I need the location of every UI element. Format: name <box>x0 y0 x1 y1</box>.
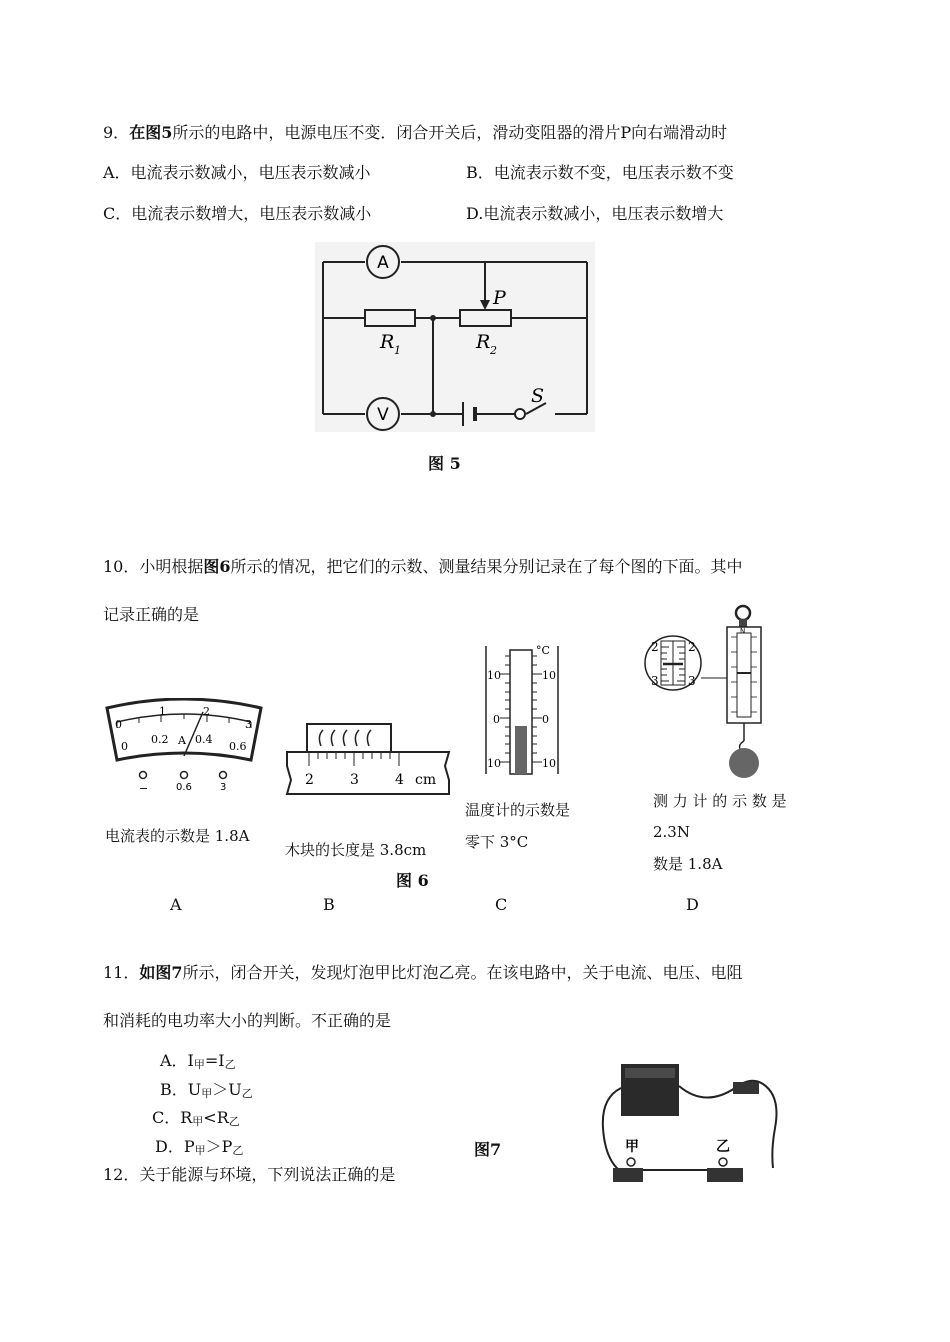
ammeter-bottom-06: 0.6 <box>229 740 247 753</box>
q10-number: 10． <box>103 557 140 576</box>
q10-stem <box>103 557 743 577</box>
ammeter-top-2: 2 <box>203 705 210 718</box>
q11-number: 11． <box>103 963 140 982</box>
ruler-tick-4: 4 <box>395 772 404 788</box>
bulb-label-yi: 乙 <box>716 1139 730 1155</box>
q11-d-sub1: 甲 <box>194 1144 206 1157</box>
q11-b-mid: ＞U <box>212 1080 242 1099</box>
q11-d-mid: ＞P <box>205 1137 233 1156</box>
ammeter-bottom-04: 0.4 <box>195 733 213 746</box>
bulb-yi-icon <box>719 1158 727 1166</box>
q10-option-a[interactable]: A <box>170 895 182 914</box>
q11-option-c[interactable] <box>152 1108 240 1132</box>
thermo-left-10-bottom: 10 <box>487 757 501 770</box>
q12-stem: 12．关于能源与环境，下列说法正确的是 <box>103 1165 396 1184</box>
q11-option-d[interactable] <box>155 1137 243 1161</box>
ammeter-unit: A <box>178 734 186 747</box>
q10-option-d[interactable]: D <box>686 895 699 914</box>
ruler-record: 木块的长度是 3.8cm <box>285 841 427 859</box>
bulb-jia-icon <box>627 1158 635 1166</box>
spring-scale-record-2: 2.3N <box>653 823 690 841</box>
q11-c-sub1: 甲 <box>192 1115 204 1128</box>
ammeter-label: A <box>377 253 389 273</box>
spring-scale-record-3: 数是 1.8A <box>653 855 723 873</box>
ammeter-terminal-06: 0.6 <box>176 782 192 793</box>
q9-number: 9． <box>103 123 130 142</box>
ruler-tick-2: 2 <box>305 772 314 788</box>
r1-label: R <box>380 331 395 353</box>
ammeter-top-1: 1 <box>159 705 166 718</box>
thermometer-figure <box>482 640 562 780</box>
q11-a-prefix: A．I <box>160 1051 194 1070</box>
ammeter-top-0: 0 <box>115 718 122 731</box>
slider-label: P <box>493 287 506 309</box>
ammeter-bottom-0: 0 <box>121 740 128 753</box>
q11-stem <box>103 963 743 983</box>
q11-option-a[interactable] <box>160 1051 236 1075</box>
figure-7-circuit <box>595 1058 785 1190</box>
thermo-right-10-bottom: 10 <box>542 757 556 770</box>
zoom-label-3-left: 3 <box>651 674 659 688</box>
q9-option-b[interactable]: B．电流表示数不变，电压表示数不变 <box>466 163 734 182</box>
thermo-right-10-top: 10 <box>542 669 556 682</box>
figure-7-caption: 图7 <box>474 1140 502 1159</box>
q10-figure-ref: 图6 <box>203 557 231 576</box>
ammeter-figure <box>103 698 265 798</box>
r1-sub: 1 <box>394 344 401 357</box>
hanging-weight <box>729 748 759 778</box>
spring-scale-figure <box>643 603 773 783</box>
ruler-unit: cm <box>415 772 437 788</box>
zoom-label-2-right: 2 <box>688 640 696 654</box>
q11-c-sub2: 乙 <box>228 1115 240 1128</box>
bulb-base-jia <box>613 1168 643 1182</box>
figure-6-caption: 图 6 <box>396 871 429 890</box>
thermo-left-10-top: 10 <box>487 669 501 682</box>
ammeter-terminal-3: 3 <box>220 782 227 793</box>
q11-a-mid: =I <box>204 1051 225 1070</box>
q10-stem-b: 所示的情况，把它们的示数、测量结果分别记录在了每个图的下面。其中 <box>230 557 743 576</box>
q11-figure-ref: 如图7 <box>139 963 183 982</box>
zoom-label-2-left: 2 <box>651 640 659 654</box>
zoom-label-3-right: 3 <box>688 674 696 688</box>
figure-5-caption: 图 5 <box>428 454 461 473</box>
r2-sub: 2 <box>490 344 497 357</box>
q11-b-prefix: B．U <box>160 1080 202 1099</box>
q11-option-b[interactable] <box>160 1080 253 1104</box>
q9-stem-text: 所示的电路中，电源电压不变．闭合开关后，滑动变阻器的滑片P向右端滑动时 <box>172 123 728 142</box>
thermometer-record-1: 温度计的示数是 <box>465 801 571 819</box>
q11-b-sub1: 甲 <box>201 1087 213 1100</box>
q9-figure-ref: 在图5 <box>129 123 173 142</box>
ammeter-bottom-02: 0.2 <box>151 733 169 746</box>
figure-5-circuit <box>315 242 595 432</box>
scale-unit: N <box>740 627 746 635</box>
q9-stem <box>103 123 727 143</box>
q11-stem-line2: 和消耗的电功率大小的判断。不正确的是 <box>103 1011 392 1030</box>
q9-option-c[interactable]: C．电流表示数增大，电压表示数减小 <box>103 204 372 223</box>
ammeter-top-3: 3 <box>245 718 252 731</box>
q11-stem-text: 所示，闭合开关，发现灯泡甲比灯泡乙亮。在该电路中，关于电流、电压、电阻 <box>182 963 743 982</box>
q11-c-prefix: C．R <box>152 1108 193 1127</box>
spring-scale-record-1: 测 力 计 的 示 数 是 <box>653 792 787 810</box>
q11-a-sub2: 乙 <box>224 1058 236 1071</box>
mercury-column <box>515 726 527 774</box>
bulb-base-yi <box>707 1168 743 1182</box>
q11-c-mid: <R <box>203 1108 229 1127</box>
q10-option-b[interactable]: B <box>323 895 335 914</box>
ammeter-terminal-neg: − <box>139 782 149 795</box>
q11-b-sub2: 乙 <box>241 1087 253 1100</box>
ruler-tick-3: 3 <box>350 772 359 788</box>
switch-label: S <box>531 385 545 407</box>
ruler-figure <box>283 722 453 798</box>
q10-option-c[interactable]: C <box>495 895 508 914</box>
thermometer-record-2: 零下 3°C <box>465 833 529 851</box>
q11-a-sub1: 甲 <box>193 1058 205 1071</box>
q9-option-a[interactable]: A．电流表示数减小，电压表示数减小 <box>103 163 371 182</box>
q11-d-prefix: D．P <box>155 1137 195 1156</box>
r2-label: R <box>476 331 491 353</box>
voltmeter-label: V <box>377 405 389 425</box>
ammeter-record: 电流表的示数是 1.8A <box>105 827 250 845</box>
q9-option-d[interactable]: D.电流表示数减小，电压表示数增大 <box>466 204 724 223</box>
q10-stem-line2: 记录正确的是 <box>103 605 200 624</box>
thermo-left-0: 0 <box>493 713 500 726</box>
thermometer-unit: °C <box>536 644 550 657</box>
q11-d-sub2: 乙 <box>232 1144 244 1157</box>
thermo-right-0: 0 <box>542 713 549 726</box>
bulb-label-jia: 甲 <box>625 1139 639 1155</box>
q10-stem-a: 小明根据 <box>139 557 204 576</box>
